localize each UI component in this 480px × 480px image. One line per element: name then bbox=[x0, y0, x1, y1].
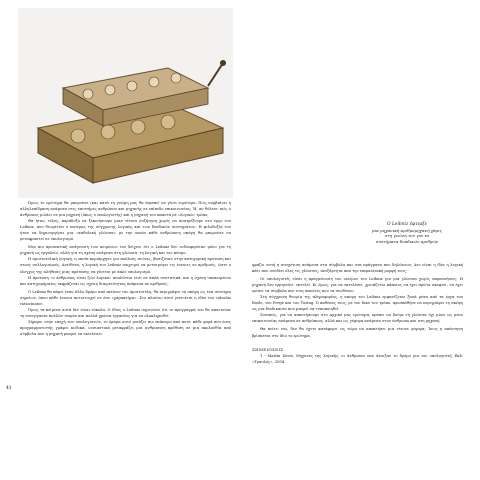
paragraph: Σήμερα, στην εποχή των υπολογιστών, το όραμα αυτό μοιάζει πιο επίκαιρο από ποτέ: κάθε φορά που ένας προγραμματιστής γράφει κώδικα, ουσιαστικά μεταφράζει μια ανθρώπινη πρόθεση σε μια ακολουθία από σύμβολα που η μηχανή μπορεί να εκτελέσει. bbox=[20, 319, 231, 336]
paragraph: Η πρόταση «ο άνθρωπος είναι ζώο λογικό» αναλύεται έτσι σε απλά συστατικά, και η σχέση υποκειμένου και κατηγορήματος εκφράζεται ως σχέση διαιρετότητας ανάμεσα σε αριθμούς. bbox=[20, 275, 231, 286]
paragraph: φράζει αυτή η συσχέτιση ανάμεσα στα σύμβολα και στα πράγματα που δηλώνουν; Δεν είναι η ίδια η λογική κάτι που συνδέει όλες τις γλώσσες, ανεξάρτητα από την επιφανειακή μορφή τους; bbox=[252, 263, 463, 274]
calculating-machine-photo bbox=[18, 8, 233, 198]
paragraph: Η αριστοτελική λογική, η οποία κυριάρχησε για πολλούς αιώνες, βασιζόταν στην κατηγορική πρόταση και στους συλλογισμούς. Αντίθετα, η λογική του Leibniz επιχειρεί να μετατρέψει τις έννοιες σε αριθμούς, ώστε ο έλεγχος της αλήθειας μιας πρότασης να γίνεται με απλό υπολογισμό. bbox=[20, 257, 231, 274]
page-number: 41 bbox=[6, 386, 12, 391]
right-text-column bbox=[252, 262, 463, 365]
figure-caption bbox=[352, 222, 462, 244]
leibniz-calculator-illustration bbox=[18, 8, 233, 198]
paragraph: Μια πιο προσεκτική ανάγνωση των κειμένων του δείχνει ότι ο Leibniz δεν ενδιαφερόταν μόνο για τη μηχανή ως εργαλείο, αλλά για τη σχέση ανάμεσα στη γλώσσα, τη λογική και τον κόσμο. bbox=[20, 245, 231, 256]
paragraph: Θα πείτε: ναι, δεν θα έχετε κατάφερει ως τώρα να αποκτήσει μια τέτοια γέφυρα; Ίσως η απάντηση βρίσκεται στο ίδιο το ερώτημα. bbox=[252, 327, 463, 338]
paragraph: Όμως το ερώτημα θα μπορούσε (και κατά τη γνώμη μας θα έπρεπε) να γίνει ευρύτερο: Πώς συμβαίνει η αλληλεπίδραση ανάμεσα στις επιστήμες ανθρώπου και μηχανής σε επίπεδο επικοινωνίας; Ή, αν θέλετε: πώς ο άνθρωπος μιλάει σε μια μηχανή (όπως ο υπολογιστής) και η μηχανή του απαντά με «λογικό» τρόπο; bbox=[20, 201, 231, 218]
paragraph: Οι υπολογιστές είναι η πραγμάτωση του ονείρου του Leibniz για μια γλώσσα χωρίς παρανοήσεις. Η μηχανή δεν ερμηνεύει· εκτελεί. Κι όμως, για να εκτελέσει, χρειάζεται κάποιος να έχει πρώτα σκεφτεί, να έχει ορίσει τα σύμβολα και τους κανόνες που τα συνδέουν. bbox=[252, 277, 463, 294]
paragraph: Στη σύγχρονη θεωρία της πληροφορίας, η σκέψη του Leibniz εμφανίζεται ξανά μέσα από τα έργα του Boole, του Frege και του Turing. Ο καθένας τους, με τον δικό του τρόπο, προσπάθησε να περιγράψει τη σκέψη ως μια διαδικασία που μπορεί να τυποποιηθεί. bbox=[252, 295, 463, 312]
paragraph: Θα ήταν, τέλος, παράδοξο να ξεκινήσουμε μιαν τέτοια συζήτηση χωρίς να ανατρέξουμε στο έργο του Leibniz, που θεωρείται ο πατέρας της σύγχρονης λογικής και των δυαδικών συστημάτων. Η φιλοδοξία του ήταν να δημιουργήσει μια «καθολική γλώσσα» με την οποία κάθε ανθρώπινη σκέψη θα μπορούσε να μεταφραστεί σε υπολογισμό. bbox=[20, 219, 231, 242]
paragraph: Συνεπώς, για να απαντήσουμε στο αρχικό μας ερώτημα, πρέπει να δούμε τη γλώσσα όχι μόνο ως μέσο επικοινωνίας ανάμεσα σε ανθρώπους, αλλά και ως γέφυρα ανάμεσα στον άνθρωπο και στη μηχανή. bbox=[252, 313, 463, 324]
paragraph: Ο Leibniz θα πάρει έναν άλλο δρόμο από εκείνον του Αριστοτέλη, θα περιγράψει τη σκέψη ως ένα σύστημα σημείων, όπου κάθε έννοια αντιστοιχεί σε ένα «χαρακτήρα». Στο πλαίσιο αυτό γεννιέται η ιδέα του calculus ratiocinator. bbox=[20, 289, 231, 306]
caption-line: μια μηχανική αριθμομηχανή χάρις bbox=[371, 227, 443, 233]
footnote: 1 - Martin Davis, Μηχανές της λογικής: οι άνθρωποι που άνοιξαν το δρόμο για τον υπολογιστή, Εκδ. «Τραυλός», 2004. bbox=[252, 353, 463, 364]
caption-title: O Leibniz έφτιαξε bbox=[387, 222, 427, 227]
notes-heading: ΣΗΜΕΙΩΣΕΙΣ bbox=[252, 346, 284, 352]
caption-line: στη γνώση του για τα bbox=[384, 233, 430, 238]
left-text-column bbox=[20, 200, 231, 337]
paragraph: Όμως τα κείμενα αυτά δεν είναι εύκολα. Ο ίδιος ο Leibniz σημειώνει ότι το πρόγραμμά του θα απαιτούσε τη συνεργασία πολλών σοφών και πολλά χρόνια εργασίας για να ολοκληρωθεί. bbox=[20, 307, 231, 318]
caption-line: συστήματα δυαδικών αριθμών bbox=[375, 238, 439, 244]
